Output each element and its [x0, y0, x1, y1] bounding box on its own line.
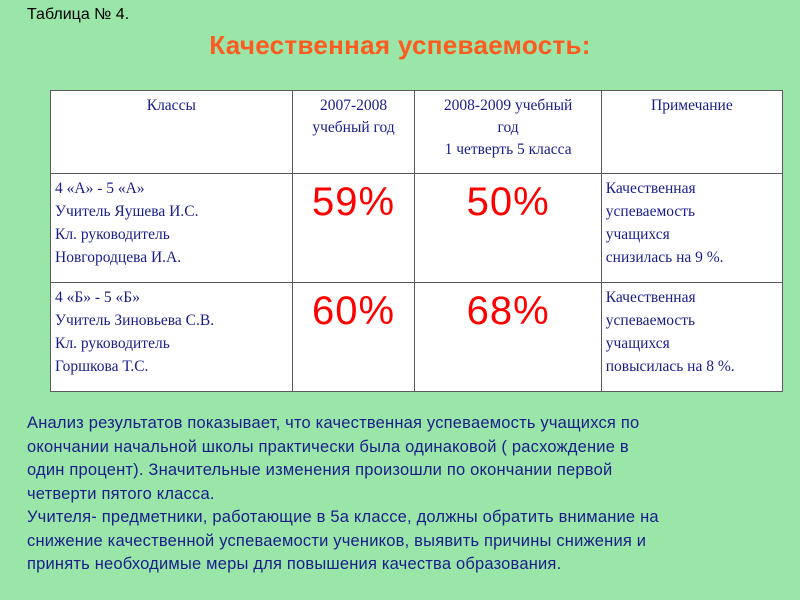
- row-note-cell: [601, 283, 782, 392]
- row-class-cell: [51, 283, 293, 392]
- row-note-cell: [601, 174, 782, 283]
- note-line: учащихся: [605, 226, 670, 243]
- class-leader-name: Новгородцева И.А.: [55, 249, 182, 266]
- header-2008-line-3: 1 четверть 5 класса: [444, 141, 572, 158]
- header-classes: [51, 91, 293, 174]
- header-2008-line-1: 2008-2009 учебный: [443, 97, 573, 114]
- analysis-line: окончании начальной школы практически была одинаковой ( расхождение в: [27, 437, 629, 456]
- header-note: [601, 91, 782, 174]
- header-2008-line-2: год: [497, 119, 519, 136]
- header-2008-2009: [415, 91, 601, 174]
- quality-table: [50, 90, 783, 392]
- header-2007-line-1: 2007-2008: [319, 97, 388, 114]
- analysis-line: Учителя- предметники, работающие в 5а классе, должны обратить внимание на: [27, 508, 659, 526]
- class-name: 4 «Б» - 5 «Б»: [55, 289, 140, 306]
- class-leader-label: Кл. руководитель: [55, 335, 170, 352]
- percent-2008-2009: 68%: [415, 283, 601, 392]
- percent-2007-2008: 59%: [292, 174, 415, 283]
- class-leader-name: Горшкова Т.С.: [55, 358, 149, 375]
- analysis-line: Анализ результатов показывает, что качественная успеваемость учащихся по: [27, 414, 640, 432]
- note-line: учащихся: [605, 335, 670, 352]
- table-number-label: Таблица № 4.: [27, 6, 130, 23]
- note-line: Качественная: [605, 180, 696, 197]
- teacher: Учитель Зиновьева С.В.: [55, 312, 215, 329]
- analysis-text: [27, 412, 787, 577]
- note-line: успеваемость: [605, 312, 696, 329]
- class-leader-label: Кл. руководитель: [55, 226, 170, 243]
- note-line: снизилась на 9 %.: [605, 249, 724, 266]
- table-row: [51, 174, 783, 283]
- row-class-cell: [51, 174, 293, 283]
- analysis-line: четверти пятого класса.: [27, 484, 215, 503]
- slide-title: Качественная успеваемость:: [209, 30, 591, 60]
- percent-2007-2008: 60%: [292, 283, 415, 392]
- note-line: повысилась на 8 %.: [605, 358, 735, 375]
- header-classes-line: Классы: [146, 97, 196, 114]
- percent-2008-2009: 50%: [415, 174, 601, 283]
- note-line: успеваемость: [605, 203, 696, 220]
- analysis-line: снижение качественной успеваемости учеников, выявить причины снижения и: [27, 531, 647, 550]
- note-line: Качественная: [605, 289, 696, 306]
- analysis-line: один процент). Значительные изменения произошли по окончании первой: [27, 461, 613, 479]
- analysis-line: принять необходимые меры для повышения качества образования.: [27, 555, 562, 573]
- table-header-row: [51, 91, 783, 174]
- header-note-line: Примечание: [651, 97, 733, 114]
- class-name: 4 «А» - 5 «А»: [55, 180, 145, 197]
- header-2007-2008: [292, 91, 415, 174]
- teacher: Учитель Яушева И.С.: [55, 203, 199, 220]
- header-2007-line-2: учебный год: [312, 119, 395, 136]
- table-row: [51, 283, 783, 392]
